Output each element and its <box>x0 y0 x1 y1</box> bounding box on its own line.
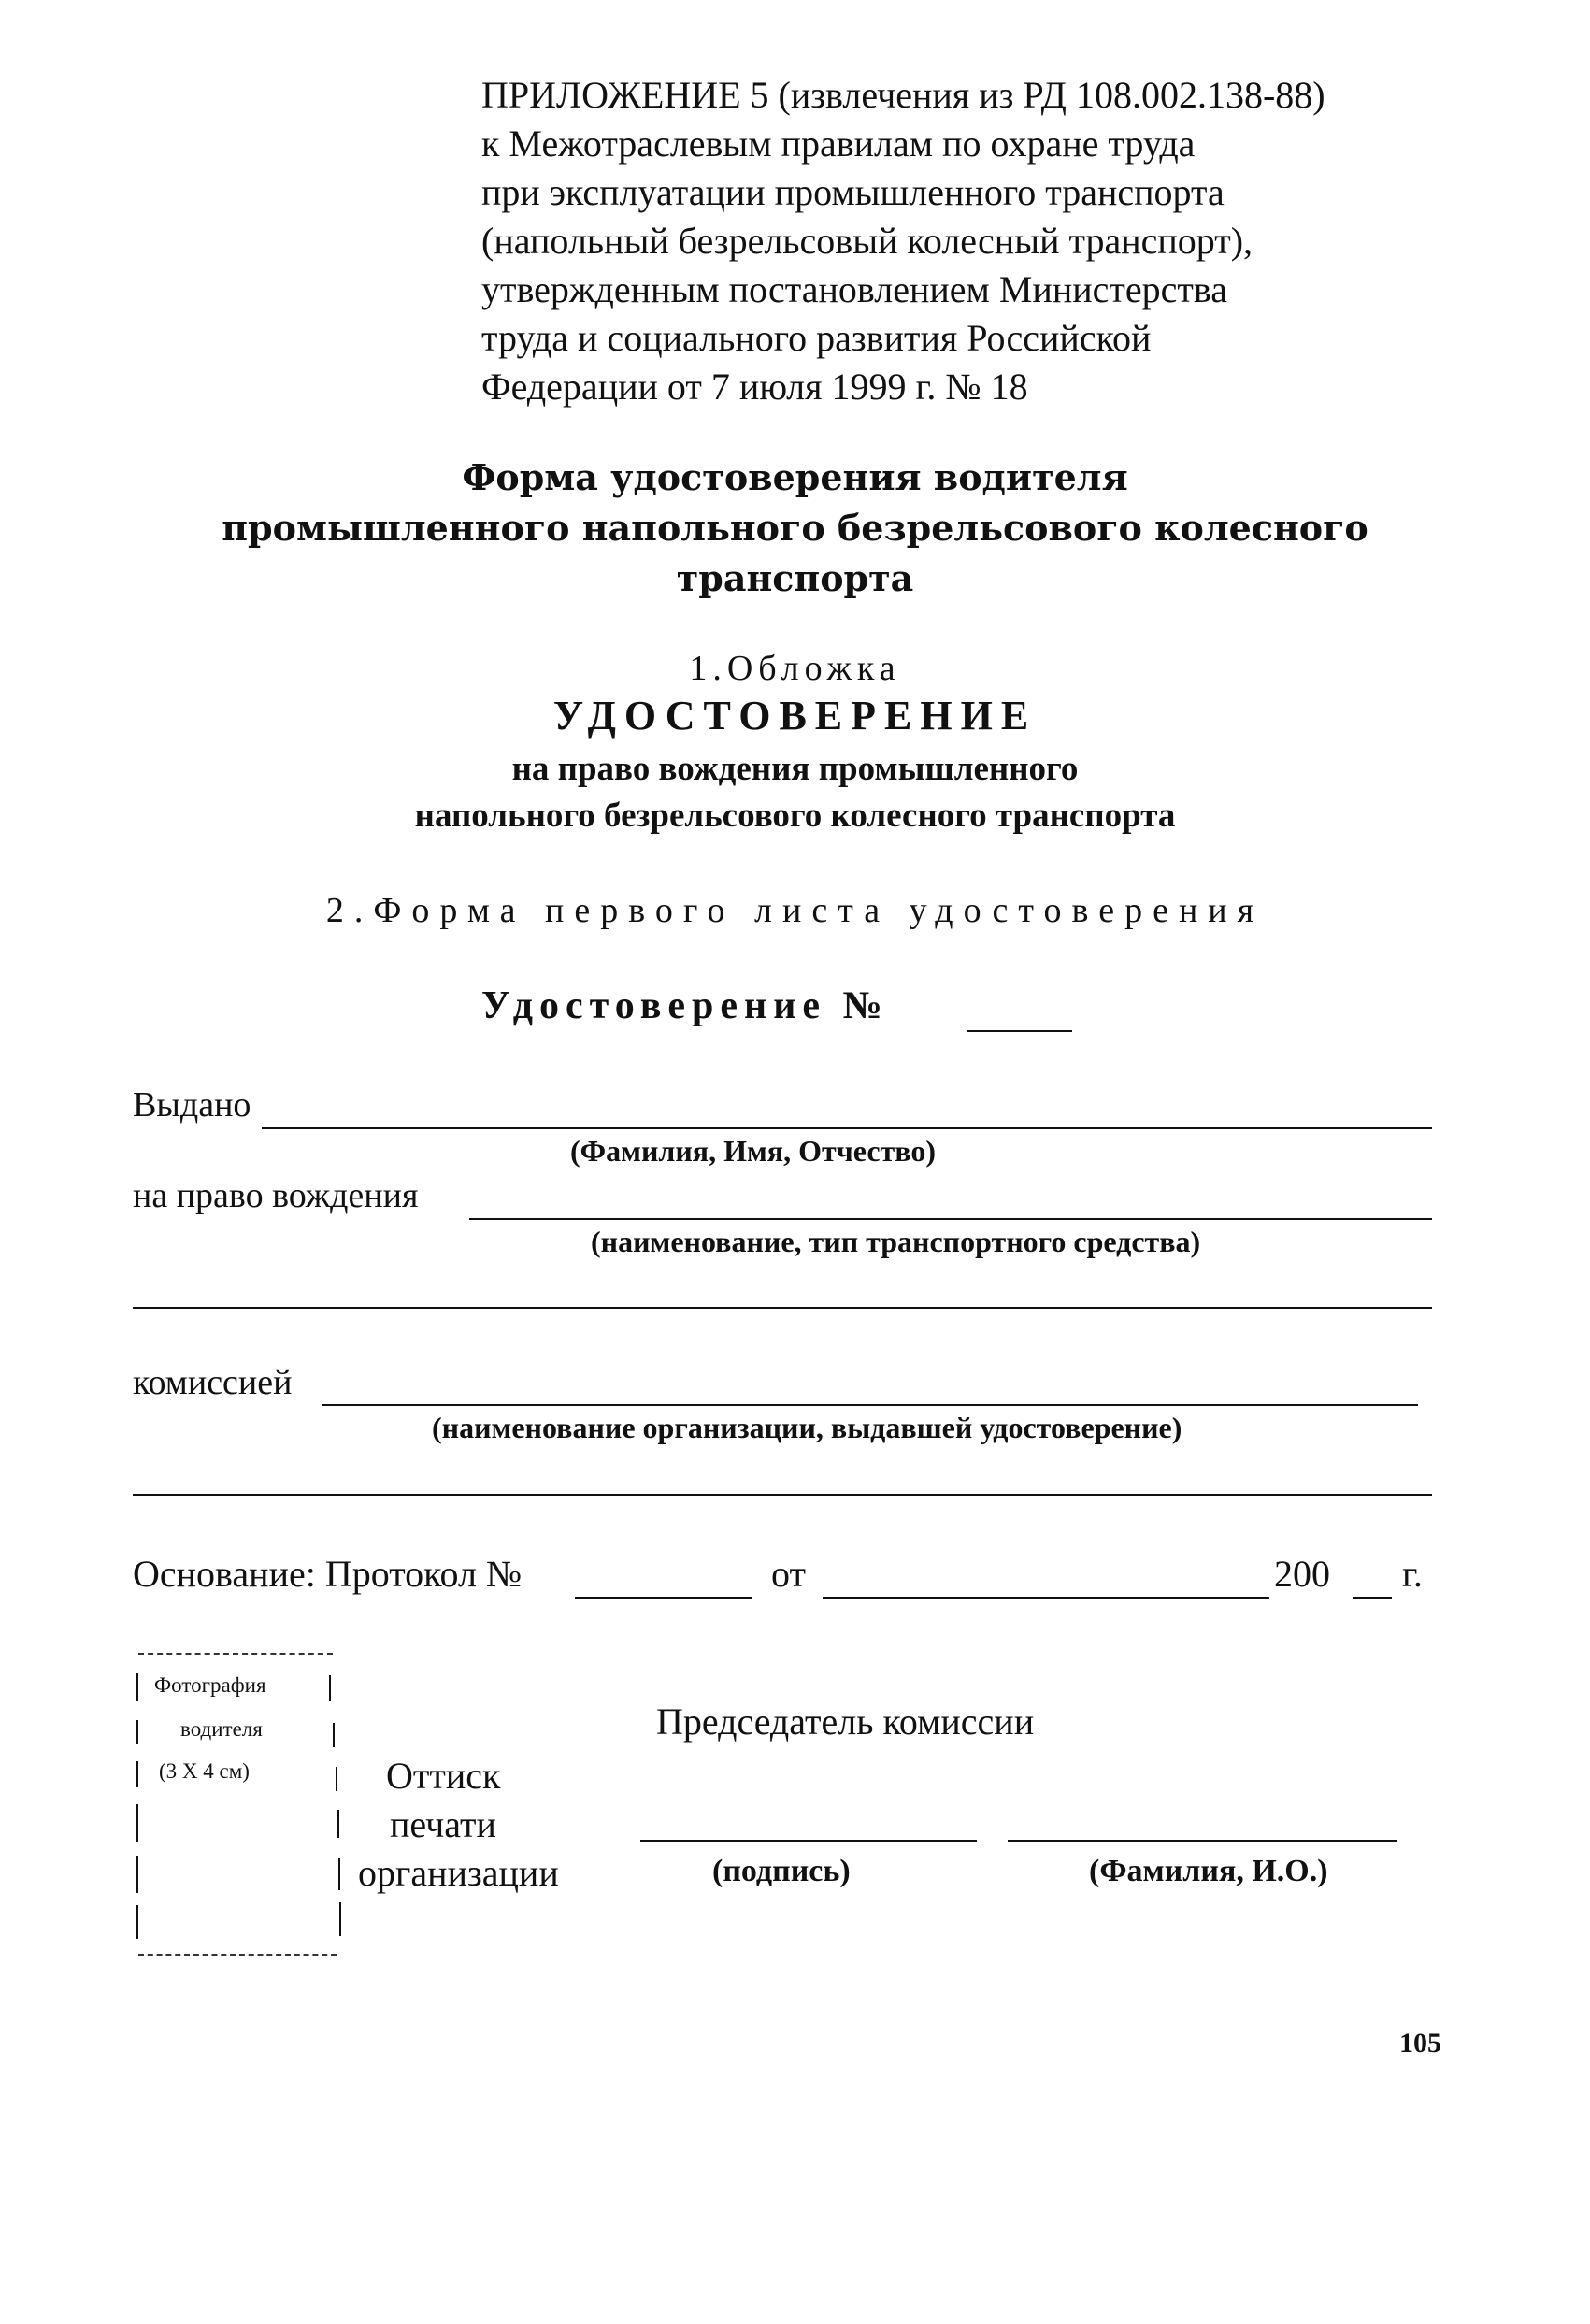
commission-continuation-field[interactable] <box>133 1494 1432 1496</box>
photo-box-left-border <box>136 1804 138 1842</box>
issued-name-hint: (Фамилия, Имя, Отчество) <box>570 1134 936 1168</box>
year-suffix: г. <box>1402 1553 1423 1595</box>
photo-box-right-border <box>339 1902 341 1936</box>
cover-subtitle-line: напольного безрельсового колесного транспорта <box>414 796 1176 835</box>
photo-box-left-border <box>136 1761 138 1787</box>
appendix-line: (напольный безрельсовый колесный транспорт), <box>481 220 1253 262</box>
photo-box-bottom-border <box>138 1954 337 1956</box>
appendix-line: труда и социального развития Российской <box>481 317 1152 359</box>
basis-label: Основание: Протокол № <box>133 1553 523 1595</box>
photo-box-top-border <box>138 1653 333 1655</box>
issued-name-field[interactable] <box>262 1127 1432 1129</box>
form-title-line: промышленного напольного безрельсового колесного <box>222 507 1368 549</box>
first-sheet-section-label: 2.Форма первого листа удостоверения <box>325 891 1265 930</box>
stamp-label-line: печати <box>390 1803 496 1845</box>
stamp-label-line: Оттиск <box>386 1755 501 1797</box>
signature-hint: (подпись) <box>712 1854 851 1888</box>
year-label: 200 <box>1274 1553 1330 1595</box>
appendix-line: ПРИЛОЖЕНИЕ 5 (извлечения из РД 108.002.138-88) <box>481 74 1325 116</box>
photo-box-right-border <box>329 1675 331 1701</box>
cover-section-label: 1.Обложка <box>689 649 901 688</box>
appendix-line: при эксплуатации промышленного транспорта <box>481 171 1225 213</box>
driving-right-label: на право вождения <box>133 1176 419 1215</box>
vehicle-type-continuation-field[interactable] <box>133 1307 1432 1309</box>
appendix-line: утвержденным постановлением Министерства <box>481 268 1227 310</box>
page-number: 105 <box>1399 2028 1441 2059</box>
photo-box-left-border <box>136 1856 138 1893</box>
appendix-header <box>481 71 1325 411</box>
form-title-line: транспорта <box>676 557 914 599</box>
from-label: от <box>771 1553 806 1595</box>
protocol-date-field[interactable] <box>823 1597 1269 1599</box>
cover-subtitle <box>0 746 1590 839</box>
photo-box-left-border <box>136 1720 138 1744</box>
commission-hint: (наименование организации, выдавшей удостоверение) <box>432 1411 1182 1444</box>
vehicle-type-field[interactable] <box>469 1218 1432 1220</box>
chairman-name-hint: (Фамилия, И.О.) <box>1089 1854 1328 1888</box>
photo-label-line: водителя <box>180 1717 263 1741</box>
photo-box-right-border <box>336 1767 337 1791</box>
year-field[interactable] <box>1353 1597 1392 1599</box>
photo-box-left-border <box>136 1673 138 1701</box>
cover-title: УДОСТОВЕРЕНИЕ <box>552 693 1038 739</box>
commission-label: комиссией <box>133 1363 293 1402</box>
cover-subtitle-line: на право вождения промышленного <box>511 750 1079 788</box>
issued-label: Выдано <box>133 1085 251 1125</box>
chairman-label: Председатель комиссии <box>656 1700 1035 1743</box>
appendix-line: к Межотраслевым правилам по охране труда <box>481 122 1196 165</box>
stamp-label-line: организации <box>358 1852 559 1894</box>
photo-label-line: Фотография <box>154 1673 266 1697</box>
photo-box-right-border <box>337 1810 339 1838</box>
vehicle-type-hint: (наименование, тип транспортного средства) <box>591 1225 1201 1258</box>
certificate-number-label: Удостоверение № <box>481 984 889 1027</box>
protocol-number-field[interactable] <box>575 1597 752 1599</box>
photo-label-line: (3 Х 4 см) <box>159 1759 250 1783</box>
signature-field[interactable] <box>640 1840 977 1842</box>
chairman-name-field[interactable] <box>1008 1840 1397 1842</box>
photo-box-right-border <box>333 1723 335 1747</box>
form-title-line: Форма удостоверения водителя <box>462 456 1128 498</box>
commission-field[interactable] <box>322 1404 1418 1406</box>
photo-box-right-border <box>338 1858 340 1890</box>
photo-box-left-border <box>136 1905 138 1939</box>
stamp-label <box>358 1752 559 1898</box>
appendix-line: Федерации от 7 июля 1999 г. № 18 <box>481 366 1028 408</box>
form-title <box>0 452 1590 604</box>
certificate-number-field[interactable] <box>967 1030 1072 1032</box>
